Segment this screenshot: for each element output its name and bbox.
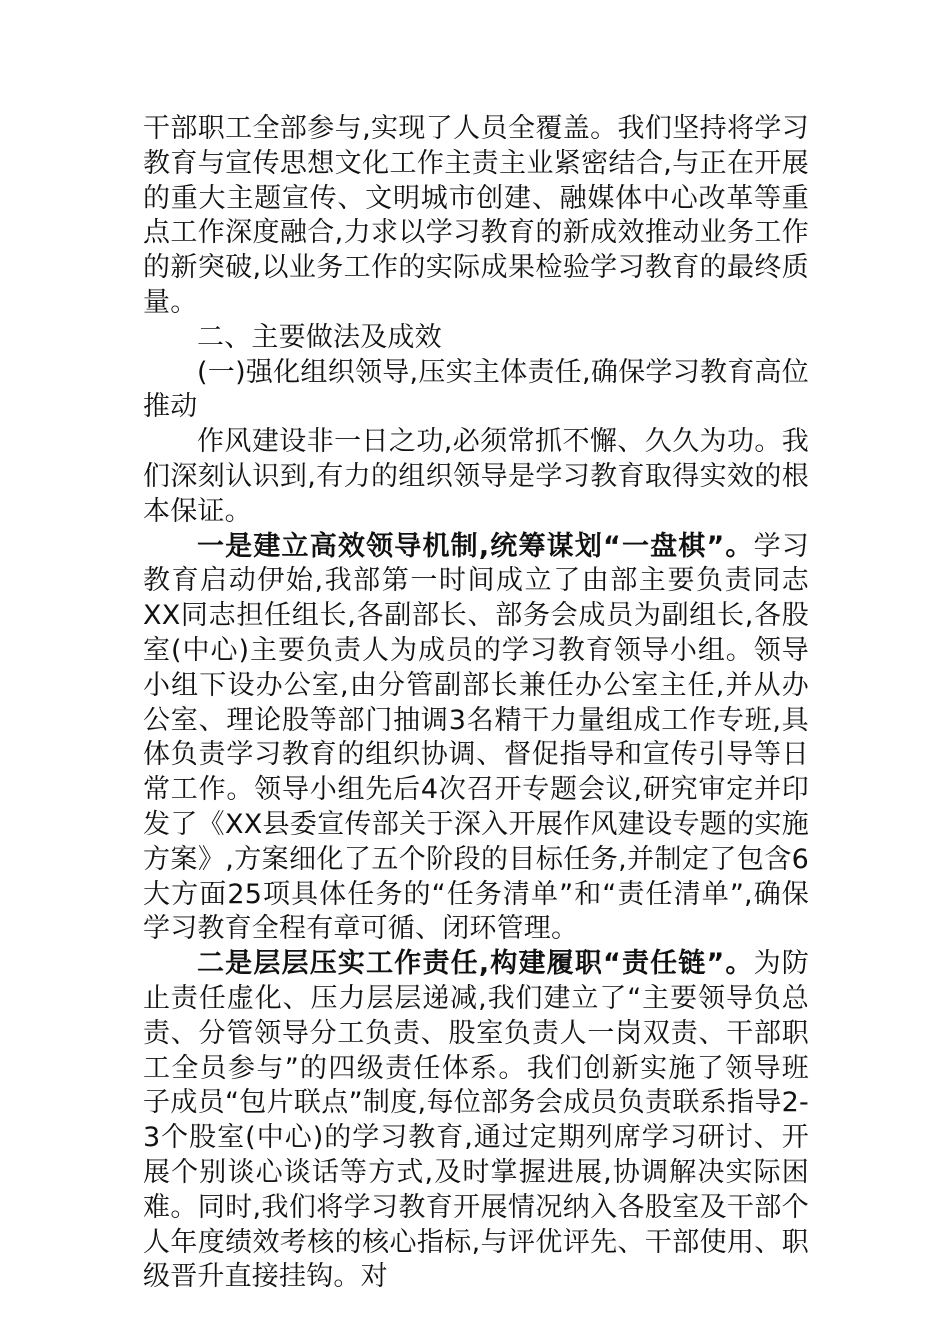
point-two-lead: 二是层层压实工作责任,构建履职“责任链”。	[197, 948, 754, 980]
paragraph-continuation	[143, 112, 809, 321]
paragraph-text: 作风建设非一日之功,必须常抓不懈、久久为功。我们深刻认识到,有力的组织领导是学习教育取得实效的根本保证。	[143, 426, 809, 527]
document-body	[143, 112, 809, 1295]
paragraph-text: 干部职工全部参与,实现了人员全覆盖。我们坚持将学习教育与宣传思想文化工作主责主业紧密结合,与正在开展的重大主题宣传、文明城市创建、融媒体中心改革等重点工作深度融合,力求以学习教育的新成效推动业务工作的新突破,以业务工作的实际成果检验学习教育的最终质量。	[143, 113, 809, 318]
point-one-lead: 一是建立高效领导机制,统筹谋划“一盘棋”。	[197, 530, 754, 562]
paragraph-point-one	[143, 530, 809, 948]
subsection-heading-text: (一)强化组织领导,压实主体责任,确保学习教育高位推动	[143, 356, 809, 423]
section-heading	[143, 321, 809, 356]
subsection-heading	[143, 356, 809, 426]
paragraph-intro	[143, 425, 809, 529]
paragraph-point-two	[143, 947, 809, 1295]
section-heading-text: 二、主要做法及成效	[197, 321, 442, 353]
paragraph-text: 学习教育启动伊始,我部第一时间成立了由部主要负责同志XX同志担任组长,各副部长、部务会成员为副组长,各股室(中心)主要负责人为成员的学习教育领导小组。领导小组下设办公室,由分管副部长兼任办公室主任,并从办公室、理论股等部门抽调3名精干力量组成工作专班,具体负责学习教育的组织协调、督促指导和宣传引导等日常工作。领导小组先后4次召开专题会议,研究审定并印发了《XX县委宣传部关于深入开展作风建设专题的实施方案》,方案细化了五个阶段的目标任务,并制定了包含6大方面25项具体任务的“任务清单”和“责任清单”,确保学习教育全程有章可循、闭环管理。	[143, 530, 809, 945]
paragraph-text: 为防止责任虚化、压力层层递减,我们建立了“主要领导负总责、分管领导分工负责、股室负责人一岗双责、干部职工全员参与”的四级责任体系。我们创新实施了领导班子成员“包片联点”制度,每位部务会成员负责联系指导2-3个股室(中心)的学习教育,通过定期列席学习研讨、开展个别谈心谈话等方式,及时掌握进展,协调解决实际困难。同时,我们将学习教育开展情况纳入各股室及干部个人年度绩效考核的核心指标,与评优评先、干部使用、职级晋升直接挂钩。对	[143, 948, 809, 1293]
